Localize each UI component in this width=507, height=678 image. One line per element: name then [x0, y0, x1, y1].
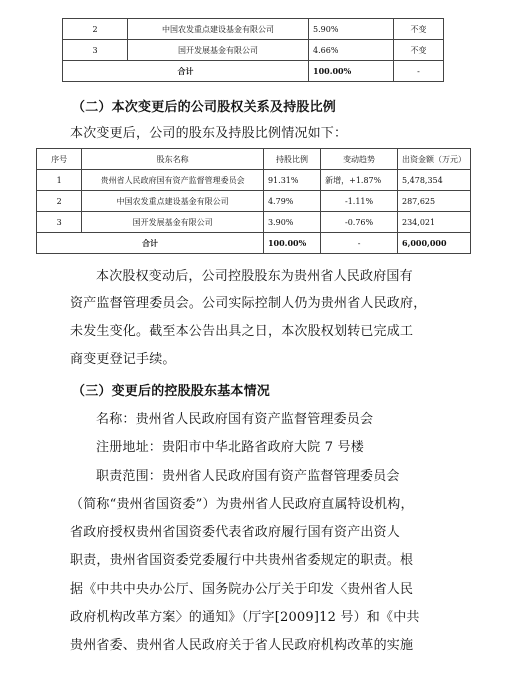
- paragraph-line: 注册地址：贵阳市中华北路省政府大院 7 号楼: [96, 440, 364, 455]
- table-row: [63, 40, 444, 61]
- header-name: 股东名称: [82, 149, 264, 170]
- cell-no: 1: [37, 170, 82, 191]
- cell-total-trend: -: [321, 233, 398, 254]
- cell-total-label: 合计: [37, 233, 264, 254]
- cell-ratio: 5.90%: [309, 19, 394, 40]
- cell-no: 3: [63, 40, 128, 61]
- cell-no: 2: [37, 191, 82, 212]
- paragraph-line: 商变更登记手续。: [70, 352, 176, 367]
- cell-total-amount: 6,000,000: [398, 233, 471, 254]
- shareholder-table-after: [36, 148, 471, 254]
- header-ratio: 持股比例: [263, 149, 320, 170]
- cell-no: 3: [37, 212, 82, 233]
- cell-name: 贵州省人民政府国有资产监督管理委员会: [82, 170, 264, 191]
- cell-name: 中国农发重点建设基金有限公司: [82, 191, 264, 212]
- cell-trend: -0.76%: [321, 212, 398, 233]
- table-row: [63, 19, 444, 40]
- paragraph-line: 资产监督管理委员会。公司实际控制人仍为贵州省人民政府，: [70, 296, 427, 311]
- cell-total-ratio: 100.00%: [263, 233, 320, 254]
- table-total-row: [63, 61, 444, 82]
- cell-name: 中国农发重点建设基金有限公司: [128, 19, 309, 40]
- paragraph-line: 贵州省委、贵州省人民政府关于省人民政府机构改革的实施: [70, 638, 414, 653]
- table-row: [37, 212, 471, 233]
- header-no: 序号: [37, 149, 82, 170]
- cell-ratio: 4.79%: [263, 191, 320, 212]
- cell-ratio: 3.90%: [263, 212, 320, 233]
- paragraph-line: （简称“贵州省国资委”）为贵州省人民政府直属特设机构，: [70, 497, 414, 512]
- table-row: [37, 191, 471, 212]
- shareholder-table-before: [62, 18, 444, 82]
- cell-trend: 不变: [394, 40, 444, 61]
- section2-heading: （二）本次变更后的公司股权关系及持股比例: [72, 100, 337, 115]
- section3-heading: （三）变更后的控股股东基本情况: [72, 384, 271, 399]
- cell-trend: -1.11%: [321, 191, 398, 212]
- paragraph-line: 政府机构改革方案〉的通知》（厅字[2009]12 号）和《中共: [70, 610, 420, 625]
- cell-name: 国开发展基金有限公司: [82, 212, 264, 233]
- cell-trend: 新增，+1.87%: [321, 170, 398, 191]
- cell-amount: 287,625: [398, 191, 471, 212]
- paragraph-line: 职责范围：贵州省人民政府国有资产监督管理委员会: [96, 469, 400, 484]
- cell-amount: 234,021: [398, 212, 471, 233]
- cell-trend: 不变: [394, 19, 444, 40]
- paragraph-line: 据《中共中央办公厅、国务院办公厅关于印发〈贵州省人民: [70, 582, 414, 597]
- table-row: [37, 170, 471, 191]
- section2-intro: 本次变更后，公司的股东及持股比例情况如下：: [70, 126, 348, 141]
- cell-total-label: 合计: [63, 61, 309, 82]
- paragraph-line: 省政府授权贵州省国资委代表省政府履行国有资产出资人: [70, 525, 401, 540]
- header-trend: 变动趋势: [321, 149, 398, 170]
- header-amount: 出资金额（万元）: [398, 149, 471, 170]
- table-header-row: [37, 149, 471, 170]
- cell-no: 2: [63, 19, 128, 40]
- paragraph-line: 未发生变化。截至本公告出具之日，本次股权划转已完成工: [70, 324, 414, 339]
- table-total-row: [37, 233, 471, 254]
- cell-total-trend: -: [394, 61, 444, 82]
- paragraph-line: 名称：贵州省人民政府国有资产监督管理委员会: [96, 412, 374, 427]
- cell-ratio: 4.66%: [309, 40, 394, 61]
- cell-total-ratio: 100.00%: [309, 61, 394, 82]
- cell-name: 国开发展基金有限公司: [128, 40, 309, 61]
- cell-ratio: 91.31%: [263, 170, 320, 191]
- paragraph-line: 职责，贵州省国资委党委履行中共贵州省委规定的职责。根: [70, 553, 414, 568]
- cell-amount: 5,478,354: [398, 170, 471, 191]
- paragraph-line: 本次股权变动后，公司控股股东为贵州省人民政府国有: [96, 269, 413, 284]
